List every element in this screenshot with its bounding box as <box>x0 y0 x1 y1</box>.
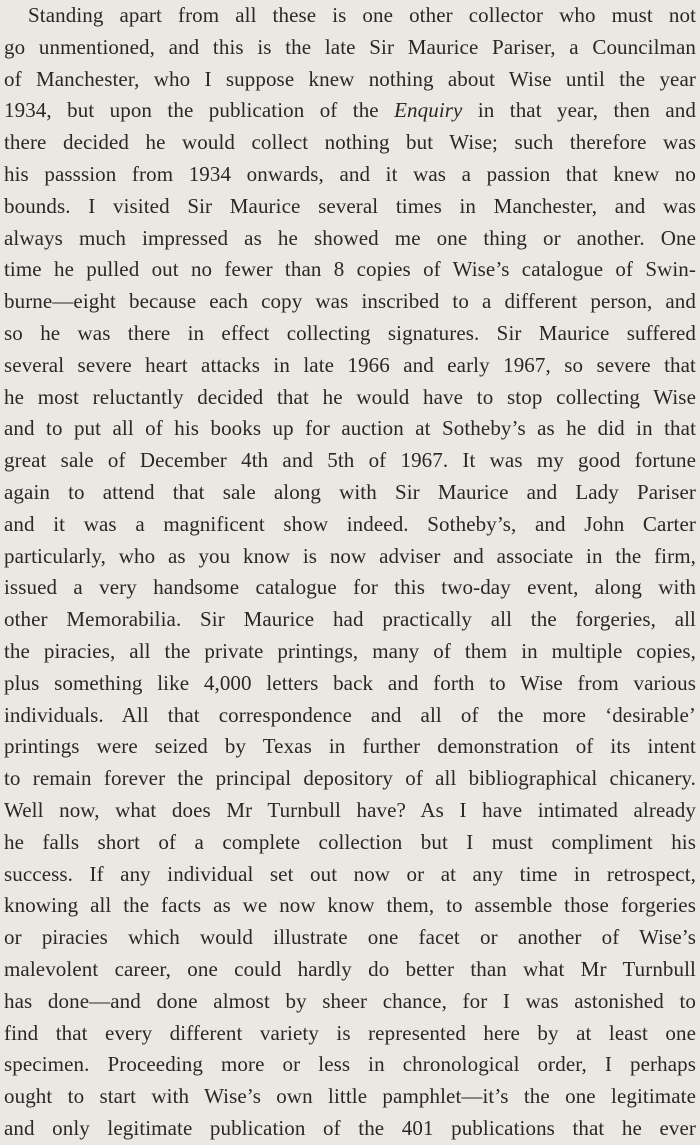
text-line: several severe heart attacks in late 1966 and early 1967, so severe that <box>4 352 696 377</box>
text-line: there decided he would collect nothing but Wise; such therefore was <box>4 130 696 155</box>
text-line: again to attend that sale along with Sir Maurice and Lady Pariser <box>4 479 696 504</box>
text-line: of Manchester, who I suppose knew nothing about Wise until the year <box>4 66 696 91</box>
text-line: issued a very handsome catalogue for this two-day event, along with <box>4 575 696 600</box>
text-line: Standing apart from all these is one other collector who must not <box>28 3 696 27</box>
body-text <box>4 0 696 1145</box>
text-line: great sale of December 4th and 5th of 1967. It was my good fortune <box>4 448 696 473</box>
text-line: he most reluctantly decided that he would have to stop collecting Wise <box>4 384 696 409</box>
text-line: knowing all the facts as we now know them, to assemble those forgeries <box>4 893 696 918</box>
text-line: success. If any individual set out now or at any time in retrospect, <box>4 861 696 886</box>
text-line: 1934, but upon the publication of the Enquiry in that year, then and <box>4 98 696 123</box>
text-line: his passsion from 1934 onwards, and it was a passion that knew no <box>4 161 696 186</box>
text-line: burne—eight because each copy was inscribed to a different person, and <box>4 289 696 314</box>
book-title: Enquiry <box>394 98 463 123</box>
text-line: to remain forever the principal depository of all bibliographical chicanery. <box>4 766 696 791</box>
text-line: he falls short of a complete collection but I must compliment his <box>4 829 696 854</box>
text-line: other Memorabilia. Sir Maurice had practically all the forgeries, all <box>4 607 696 632</box>
text-line: individuals. All that correspondence and all of the more ‘desirable’ <box>4 702 696 727</box>
text-line: plus something like 4,000 letters back and forth to Wise from various <box>4 670 696 695</box>
text-line: Well now, what does Mr Turnbull have? As I have intimated already <box>4 797 696 822</box>
text-line: ought to start with Wise’s own little pamphlet—it’s the one legitimate <box>4 1084 696 1109</box>
text-line: or piracies which would illustrate one facet or another of Wise’s <box>4 925 696 950</box>
text-line: find that every different variety is represented here by at least one <box>4 1020 696 1045</box>
text-line: particularly, who as you know is now adviser and associate in the firm, <box>4 543 696 568</box>
text-line: so he was there in effect collecting signatures. Sir Maurice suffered <box>4 320 696 345</box>
text-line: and only legitimate publication of the 401 publications that he ever <box>4 1115 696 1140</box>
text-line: printings were seized by Texas in further demonstration of its intent <box>4 734 696 759</box>
text-line: the piracies, all the private printings, many of them in multiple copies, <box>4 638 696 663</box>
text-line: specimen. Proceeding more or less in chronological order, I perhaps <box>4 1052 696 1077</box>
text-line: has done—and done almost by sheer chance, for I was astonished to <box>4 988 696 1013</box>
text-line: time he pulled out no fewer than 8 copies of Wise’s catalogue of Swin- <box>4 257 696 282</box>
text-line: go unmentioned, and this is the late Sir Maurice Pariser, a Councilman <box>4 34 696 59</box>
text-line: malevolent career, one could hardly do better than what Mr Turnbull <box>4 956 696 981</box>
text-line: and it was a magnificent show indeed. Sotheby’s, and John Carter <box>4 511 696 536</box>
text-line: and to put all of his books up for auction at Sotheby’s as he did in that <box>4 416 696 441</box>
text-line: always much impressed as he showed me one thing or another. One <box>4 225 696 250</box>
text-line: bounds. I visited Sir Maurice several times in Manchester, and was <box>4 193 696 218</box>
